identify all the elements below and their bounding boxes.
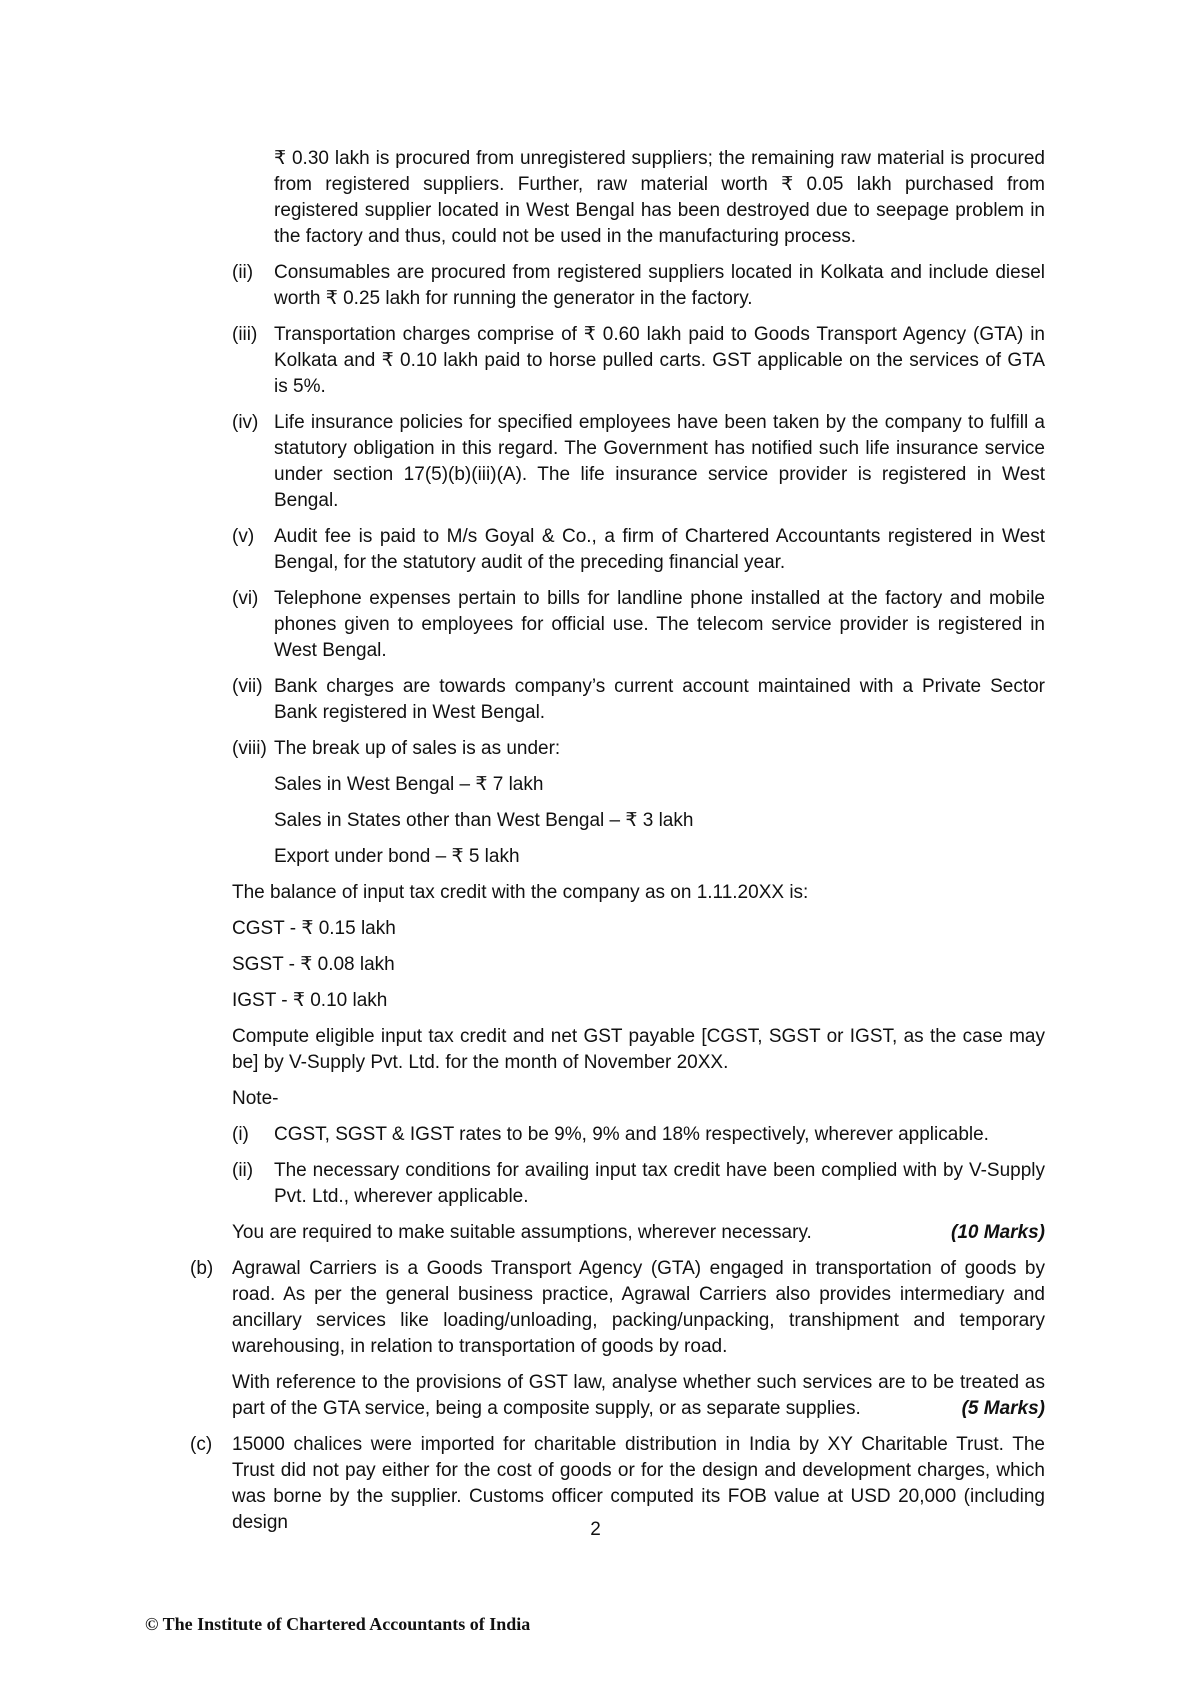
- balance-line: IGST - ₹ 0.10 lakh: [232, 990, 388, 1011]
- page-content: [190, 146, 1045, 1546]
- item-text: Bank charges are towards company’s current account maintained with a Private Sector Bank registered in West Bengal.: [274, 676, 1045, 723]
- item-text: Telephone expenses pertain to bills for landline phone installed at the factory and mobile phones given to employees for official use. The telecom service provider is registered in West Bengal.: [274, 588, 1045, 661]
- assumption-text: You are required to make suitable assumptions, wherever necessary.: [232, 1222, 812, 1243]
- sales-line: Sales in States other than West Bengal – ₹ 3 lakh: [274, 810, 694, 831]
- note-item: [232, 1122, 1045, 1148]
- item-number: (vi): [232, 588, 259, 609]
- item-number: (iii): [232, 324, 258, 345]
- question-b-para2: [232, 1370, 1045, 1422]
- question-c-text: 15000 chalices were imported for charitable distribution in India by XY Charitable Trust. The Trust did not pay either for the cost of goods or for the design and development charges, which was borne by the supplier. Customs officer computed its FOB value at USD 20,000 (including design: [232, 1434, 1045, 1533]
- item-number: (viii): [232, 738, 267, 759]
- question-b-para1: Agrawal Carriers is a Goods Transport Agency (GTA) engaged in transportation of goods by road. As per the general business practice, Agrawal Carriers also provides intermediary and ancillary services like loading/unloading, packing/unpacking, transhipment and temporary warehousing, in relation to transportation of goods by road.: [232, 1258, 1045, 1357]
- list-item: [232, 524, 1045, 576]
- marks-b: (5 Marks): [961, 1398, 1045, 1419]
- list-item: [232, 260, 1045, 312]
- note-text: CGST, SGST & IGST rates to be 9%, 9% and 18% respectively, wherever applicable.: [274, 1124, 989, 1145]
- balance-line: CGST - ₹ 0.15 lakh: [232, 918, 396, 939]
- list-item: [232, 736, 1045, 762]
- item-number: (iv): [232, 412, 259, 433]
- list-item: [232, 322, 1045, 400]
- assumption-line: [232, 1220, 1045, 1246]
- marks-a: (10 Marks): [951, 1222, 1045, 1243]
- balance-intro: The balance of input tax credit with the company as on 1.11.20XX is:: [232, 882, 809, 903]
- question-b-number: (b): [190, 1258, 214, 1279]
- item-i-continuation: ₹ 0.30 lakh is procured from unregistered suppliers; the remaining raw material is procured from registered suppliers. Further, raw material worth ₹ 0.05 lakh purchased from registered supplier located in West Bengal has been destroyed due to seepage problem in the factory and thus, could not be used in the manufacturing process.: [274, 148, 1045, 247]
- item-text: Consumables are procured from registered suppliers located in Kolkata and include diesel worth ₹ 0.25 lakh for running the generator in the factory.: [274, 262, 1045, 309]
- question-b-para2-text: With reference to the provisions of GST law, analyse whether such services are to be treated as part of the GTA service, being a composite supply, or as separate supplies.: [232, 1372, 1045, 1419]
- sales-line: Sales in West Bengal – ₹ 7 lakh: [274, 774, 544, 795]
- question-b: [190, 1256, 1045, 1422]
- note-number: (i): [232, 1124, 249, 1145]
- note-item: [232, 1158, 1045, 1210]
- compute-instruction: Compute eligible input tax credit and net GST payable [CGST, SGST or IGST, as the case may be] by V-Supply Pvt. Ltd. for the month of November 20XX.: [232, 1026, 1045, 1073]
- item-text: Life insurance policies for specified employees have been taken by the company to fulfill a statutory obligation in this regard. The Government has notified such life insurance service under section 17(5)(b)(iii)(A). The life insurance service provider is registered in West Bengal.: [274, 412, 1045, 511]
- item-number: (vii): [232, 676, 263, 697]
- item-text: Transportation charges comprise of ₹ 0.60 lakh paid to Goods Transport Agency (GTA) in Kolkata and ₹ 0.10 lakh paid to horse pulled carts. GST applicable on the services of GTA is 5%.: [274, 324, 1045, 397]
- item-number: (ii): [232, 262, 254, 283]
- list-item: [232, 410, 1045, 514]
- item-text: The break up of sales is as under:: [274, 738, 561, 759]
- note-label: Note-: [232, 1088, 279, 1109]
- note-text: The necessary conditions for availing input tax credit have been complied with by V-Supply Pvt. Ltd., wherever applicable.: [274, 1160, 1045, 1207]
- item-number: (v): [232, 526, 255, 547]
- list-item: [232, 586, 1045, 664]
- sales-line: Export under bond – ₹ 5 lakh: [274, 846, 520, 867]
- note-number: (ii): [232, 1160, 254, 1181]
- list-item: [232, 674, 1045, 726]
- page-number: 2: [590, 1519, 601, 1540]
- balance-line: SGST - ₹ 0.08 lakh: [232, 954, 395, 975]
- footer-copyright: © The Institute of Chartered Accountants of India: [145, 1614, 531, 1634]
- question-c-number: (c): [190, 1434, 213, 1455]
- item-text: Audit fee is paid to M/s Goyal & Co., a firm of Chartered Accountants registered in West Bengal, for the statutory audit of the preceding financial year.: [274, 526, 1045, 573]
